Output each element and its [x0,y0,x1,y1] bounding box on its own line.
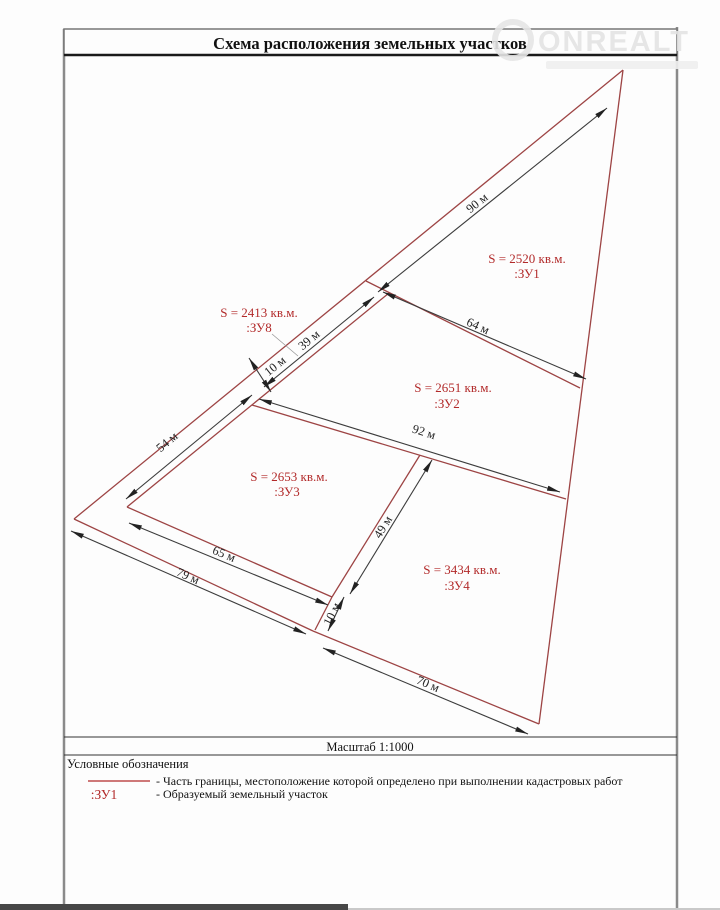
dim-label-79m: 79 м [174,564,202,588]
dim-label-65m: 65 м [210,543,238,565]
dim-label-54m: 54 м [153,429,181,455]
scan-edge-bar [0,904,348,910]
watermark-brand: ONREALT [538,26,691,58]
leader-line-zu8 [272,334,298,356]
scale-note: Масштаб 1:1000 [326,740,414,754]
legend-item-boundary: - Часть границы, местоположение которой определено при выполнении кадастровых работ [156,774,623,788]
parcel-zu3-id: :ЗУ3 [274,484,300,499]
dim-label-70m: 70 м [414,672,442,696]
dim-line-70m [323,648,528,734]
legend-item-parcel: - Образуемый земельный участок [156,787,328,801]
parcel-zu4-area: S = 3434 кв.м. [423,562,501,577]
dimension-labels [153,190,491,695]
dim-label-10m-step: 10 м [320,600,344,628]
edge-64m [366,281,580,388]
dim-label-64m: 64 м [464,314,492,338]
dim-label-49m: 49 м [370,513,396,541]
boundary-lines [74,70,623,724]
parcel-zu2-id: :ЗУ2 [434,396,460,411]
legend [67,757,623,802]
dim-label-39m: 39 м [295,327,323,353]
dim-line-54m [126,395,252,499]
parcel-zu8-area: S = 2413 кв.м. [220,305,298,320]
parcel-zu1-area: S = 2520 кв.м. [488,251,566,266]
dim-label-92m: 92 м [410,421,438,443]
dim-label-10m-strip: 10 м [261,353,289,379]
parcel-zu8-id: :ЗУ8 [246,320,272,335]
legend-zu1-symbol: :ЗУ1 [90,787,118,802]
parcel-zu2-area: S = 2651 кв.м. [414,380,492,395]
dimension-lines [71,108,607,734]
parcel-zu1-id: :ЗУ1 [514,266,540,281]
legend-heading: Условные обозначения [67,757,189,771]
parcel-zu3-area: S = 2653 кв.м. [250,469,328,484]
dim-label-90m: 90 м [463,190,491,216]
scale-strip [64,737,677,755]
outer-edge-right [539,70,623,724]
dim-line-65m [129,523,328,605]
page-title: Схема расположения земельных участков [213,34,527,53]
parcel-labels [220,251,566,593]
watermark-subtitle-strip [546,61,698,69]
outer-edge-long [74,70,623,519]
parcel-zu4-id: :ЗУ4 [444,578,470,593]
